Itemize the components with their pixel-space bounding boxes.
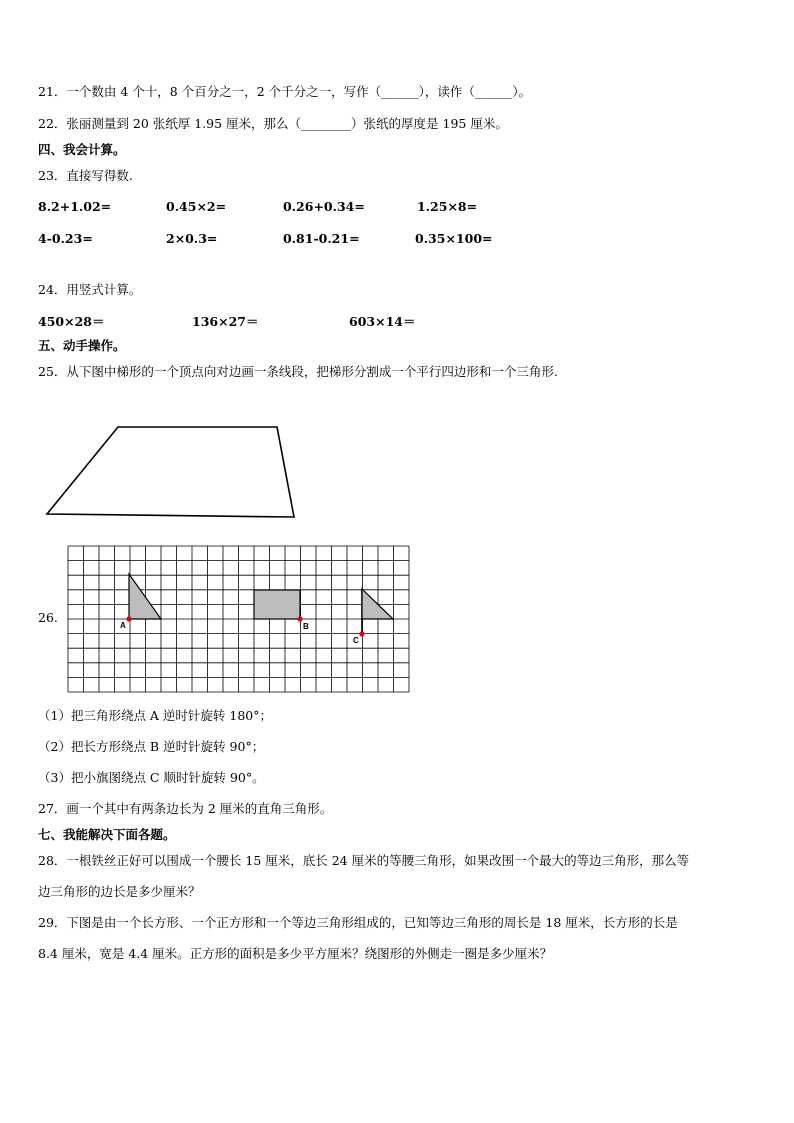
point-a [126,616,131,621]
section-5-heading: 五、动手操作。 [38,338,126,353]
point-b [297,616,302,621]
section-4-heading: 四、我会计算。 [38,142,126,157]
point-c [359,631,364,636]
label-b: B [303,622,309,631]
question-26-part-2: （2）把长方形绕点 B 逆时针旋转 90°； [38,739,265,754]
trapezoid [47,427,294,517]
label-a: A [120,621,126,630]
triangle-shape [129,574,161,619]
section-7-heading: 七、我能解决下面各题。 [38,827,176,842]
vertical-calc-item: 603×14＝ [349,314,416,329]
calc-item: 0.35×100= [415,231,493,246]
question-26-part-1: （1）把三角形绕点 A 逆时针旋转 180°； [38,708,273,723]
question-25: 25．从下图中梯形的一个顶点向对边画一条线段，把梯形分割成一个平行四边形和一个三角形. [38,364,558,379]
rotation-grid [67,545,411,693]
question-27: 27．画一个其中有两条边长为 2 厘米的直角三角形。 [38,801,333,816]
question-28-line-1: 28．一根铁丝正好可以围成一个腰长 15 厘米，底长 24 厘米的等腰三角形，如果改围一个最大的等边三角形，那么等 [38,853,690,868]
calc-item: 0.45×2= [166,199,227,214]
calc-item: 4-0.23= [38,231,93,246]
calc-item: 0.81-0.21= [283,231,360,246]
question-22: 22．张丽测量到 20 张纸厚 1.95 厘米，那么（________）张纸的厚度是 195 厘米。 [38,116,508,131]
vertical-calc-item: 136×27＝ [192,314,259,329]
question-21: 21．一个数由 4 个十，8 个百分之一，2 个千分之一，写作（______），读作（______）。 [38,84,532,99]
label-c: C [353,636,359,645]
question-28-line-2: 边三角形的边长是多少厘米？ [38,884,201,899]
question-26-part-3: （3）把小旗图绕点 C 顺时针旋转 90°。 [38,770,265,785]
calc-item: 2×0.3= [166,231,218,246]
calc-item: 8.2+1.02= [38,199,112,214]
question-23: 23．直接写得数. [38,168,133,183]
rectangle-shape [254,590,300,619]
calc-item: 0.26+0.34= [283,199,365,214]
question-29-line-1: 29．下图是由一个长方形、一个正方形和一个等边三角形组成的，已知等边三角形的周长是 18 厘米，长方形的长是 [38,915,678,930]
question-26-number: 26. [38,610,58,625]
question-24: 24．用竖式计算。 [38,282,142,297]
question-29-line-2: 8.4 厘米，宽是 4.4 厘米。正方形的面积是多少平方厘米？绕图形的外侧走一圈是多少厘米？ [38,946,553,961]
calc-item: 1.25×8= [417,199,478,214]
grid-lines [68,546,409,692]
vertical-calc-item: 450×28＝ [38,314,105,329]
